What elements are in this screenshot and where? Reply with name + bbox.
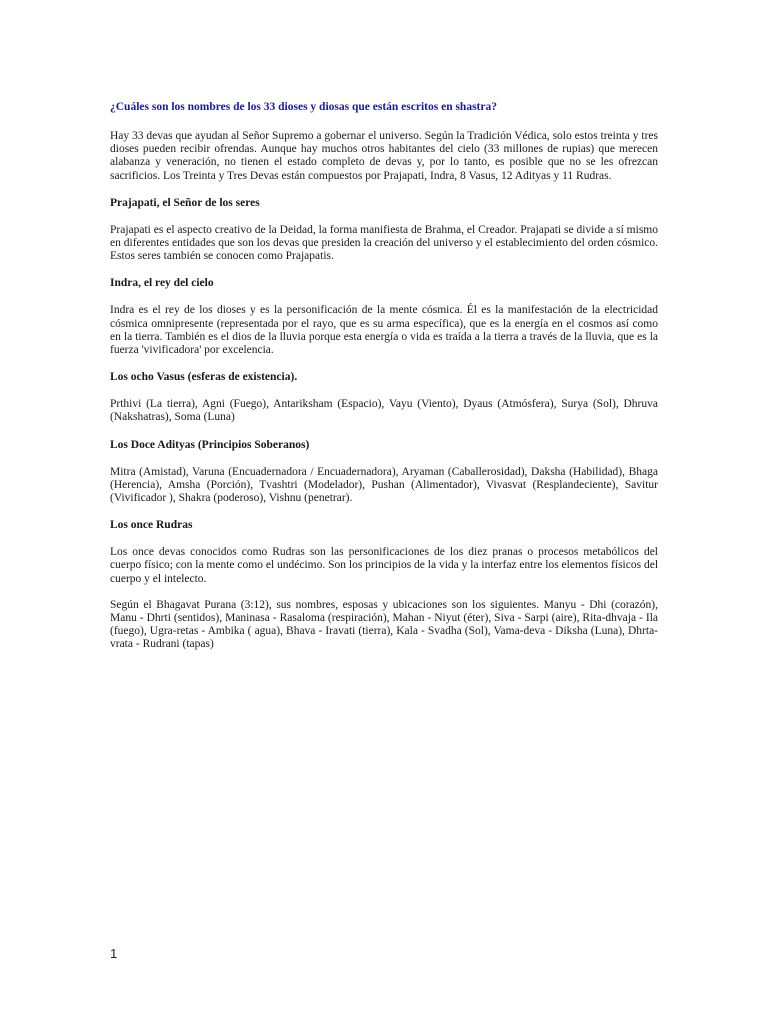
page-number: 1: [110, 946, 118, 961]
section-paragraph: Prajapati es el aspecto creativo de la Deidad, la forma manifiesta de Brahma, el Creador. Prajapati se divide a sí mismo en diferentes entidades que son los devas que presiden la creación del universo y el establecimiento del orden cósmico. Estos seres también se conocen como Prajapatis.: [110, 223, 658, 263]
section-heading: Prajapati, el Señor de los seres: [110, 196, 260, 209]
intro-paragraph: Hay 33 devas que ayudan al Señor Supremo a gobernar el universo. Según la Tradición Védica, solo estos treinta y tres dioses pueden recibir ofrendas. Aunque hay muchos otros habitantes del cielo (33 millones de rupias) que merecen alabanza y veneración, no tienen el estado completo de devas y, por lo tanto, es posible que no se les ofrezcan sacrificios. Los Treinta y Tres Devas están compuestos por Prajapati, Indra, 8 Vasus, 12 Adityas y 11 Rudras.: [110, 130, 658, 182]
section-heading: Los Doce Adityas (Principios Soberanos): [110, 438, 310, 451]
section-heading: Los once Rudras: [110, 519, 193, 532]
section-paragraph: Prthivi (La tierra), Agni (Fuego), Antariksham (Espacio), Vayu (Viento), Dyaus (Atmósfera), Surya (Sol), Dhruva (Nakshatras), Soma (Luna): [110, 398, 658, 424]
section-rudras: [110, 518, 658, 651]
section-paragraph: Mitra (Amistad), Varuna (Encuadernadora / Encuadernadora), Aryaman (Caballerosidad), Daksha (Habilidad), Bhaga (Herencia), Amsha (Porción), Tvashtri (Modelador), Pushan (Alimentador), Vivasvat (Resplandeciente), Savitur (Vivificador ), Shakra (poderoso), Vishnu (penetrar).: [110, 465, 658, 505]
section-adityas: [110, 438, 658, 506]
section-paragraph: Indra es el rey de los dioses y es la personificación de la mente cósmica. Él es la manifestación de la electricidad cósmica omnipresente (representada por el rayo, que es su arma específica), que es la energía en el cosmos así como en la tierra. También es el dios de la lluvia porque esta energía o vida es traída a la tierra a través de la lluvia, que es la fuerza 'vivificadora' por excelencia.: [110, 304, 658, 357]
document-title: ¿Cuáles son los nombres de los 33 dioses y diosas que están escritos en shastra?: [110, 101, 497, 113]
section-paragraph: Según el Bhagavat Purana (3:12), sus nombres, esposas y ubicaciones son los siguientes. Manyu - Dhi (corazón), Manu - Dhrti (sentidos), Maninasa - Rasaloma (respiración), Mahan - Niyut (éter), Siva - Sarpi (aire), Rita-dhvaja - Ila (fuego), Ugra-retas - Ambika ( agua), Bhava - Iravati (tierra), Kala - Svadha (Sol), Vama-deva - Diksha (Luna), Dhrta-vrata - Rudrani (tapas): [110, 598, 658, 651]
section-indra: [110, 276, 658, 357]
section-paragraph: Los once devas conocidos como Rudras son las personificaciones de los diez pranas o procesos metabólicos del cuerpo físico; con la mente como el undécimo. Son los principios de la vida y la interfaz entre los elementos físicos del cuerpo y el intelecto.: [110, 546, 659, 585]
section-heading: Indra, el rey del cielo: [110, 277, 214, 290]
section-vasus: [110, 370, 658, 424]
document-page: [110, 100, 658, 665]
section-prajapati: [110, 196, 658, 264]
section-heading: Los ocho Vasus (esferas de existencia).: [110, 371, 298, 384]
